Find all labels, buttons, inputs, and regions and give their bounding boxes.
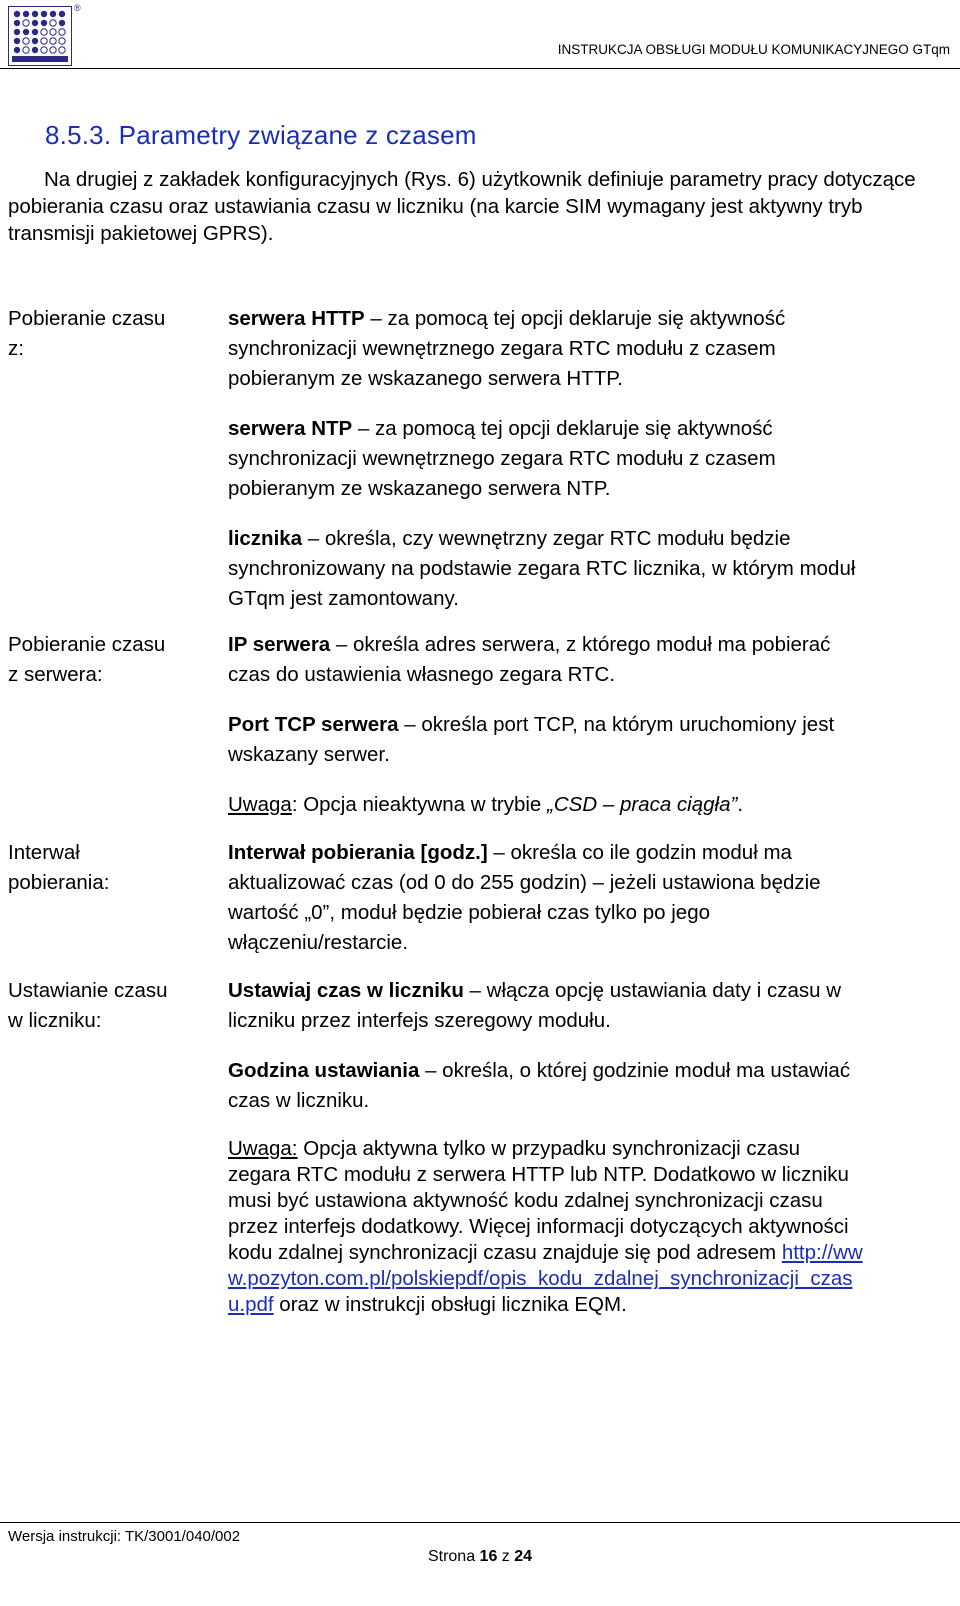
description: – określa port TCP, na którym uruchomiony jest wskazany serwer. [228, 713, 835, 766]
term: Godzina ustawiania [228, 1059, 420, 1082]
term: Ustawiaj czas w liczniku [228, 979, 464, 1002]
note-text: : Opcja nieaktywna w trybie [291, 793, 548, 816]
page-total: 24 [514, 1548, 533, 1565]
label-line: z serwera: [8, 663, 103, 686]
section-heading: 8.5.3. Parametry związane z czasem [45, 120, 477, 150]
header-divider [0, 68, 960, 69]
description: – za pomocą tej opcji deklaruje się aktywność synchronizacji wewnętrznego zegara RTC modułu z czasem pobieranym ze wskazanego serwera HTTP. [228, 307, 786, 390]
registered-mark: ® [74, 3, 81, 13]
option-ntp [228, 414, 868, 504]
note-end: . [737, 793, 744, 816]
option-http [228, 304, 868, 394]
label-line: Ustawianie czasu [8, 979, 168, 1002]
label-line: z: [8, 337, 24, 360]
section-label [8, 630, 208, 690]
footer-page-number [0, 1548, 960, 1566]
description: – określa adres serwera, z którego moduł ma pobierać czas do ustawienia własnego zegara RTC. [228, 633, 831, 686]
logo-dot-grid [9, 7, 71, 65]
description: – określa, czy wewnętrzny zegar RTC modułu będzie synchronizowany na podstawie zegara RTC licznika, w którym moduł GTqm jest zamontowany. [228, 527, 856, 610]
label-line: Pobieranie czasu [8, 633, 166, 656]
term: serwera NTP [228, 417, 353, 440]
label-line: w liczniku: [8, 1009, 102, 1032]
description: – za pomocą tej opcji deklaruje się aktywność synchronizacji wewnętrznego zegara RTC modułu z czasem pobieranym ze wskazanego serwera NTP. [228, 417, 776, 500]
term: licznika [228, 527, 303, 550]
label-line: pobierania: [8, 871, 110, 894]
document-title: INSTRUKCJA OBSŁUGI MODUŁU KOMUNIKACYJNEGO GTqm [557, 42, 950, 57]
section-label [8, 838, 208, 898]
label-line: Pobieranie czasu [8, 307, 166, 330]
page-current: 16 [479, 1548, 498, 1565]
page-header [0, 0, 960, 72]
term: Port TCP serwera [228, 713, 399, 736]
option-set-time [228, 976, 868, 1036]
description: – określa, o której godzinie moduł ma ustawiać czas w liczniku. [228, 1059, 851, 1112]
term: serwera HTTP [228, 307, 365, 330]
option-server-port [228, 710, 868, 770]
note-csd [228, 790, 868, 820]
note-mode: „CSD – praca ciągła” [547, 793, 738, 816]
description: – określa co ile godzin moduł ma aktualizować czas (od 0 do 255 godzin) – jeżeli ustawiona będzie wartość „0”, moduł będzie pobierał czas tylko po jego włączeniu/restarcie. [228, 841, 821, 954]
term: IP serwera [228, 633, 331, 656]
option-set-hour [228, 1056, 868, 1116]
option-server-ip [228, 630, 868, 690]
page-word: Strona [427, 1548, 476, 1565]
pdf-link[interactable]: http://www.pozyton.com.pl/polskiepdf/opis_kodu_zdalnej_synchronizacji_czasu.pdf [228, 1241, 863, 1316]
note-sync [228, 1136, 868, 1318]
term: Interwał pobierania [godz.] [228, 841, 488, 864]
label-line: Interwał [8, 841, 80, 864]
intro-paragraph [8, 166, 938, 247]
footer-version: Wersja instrukcji: TK/3001/040/002 [8, 1528, 241, 1545]
section-body [228, 838, 868, 978]
section-body [228, 304, 868, 634]
page-separator: z [501, 1548, 510, 1565]
section-label [8, 304, 208, 364]
description: – włącza opcję ustawiania daty i czasu w liczniku przez interfejs szeregowy modułu. [228, 979, 842, 1032]
note-text: Opcja aktywna tylko w przypadku synchronizacji czasu zegara RTC modułu z serwera HTTP lub NTP. Dodatkowo w liczniku musi być ustawiona aktywność kodu zdalnej synchronizacji czasu przez interfejs dodatkowy. Więcej informacji dotyczących aktywności kodu zdalnej synchronizacji czasu znajduje się pod adresem [228, 1137, 849, 1264]
note-end: oraz w instrukcji obsługi licznika EQM. [273, 1293, 627, 1316]
pozyton-logo [8, 6, 72, 66]
intro-text: Na drugiej z zakładek konfiguracyjnych (Rys. 6) użytkownik definiuje parametry pracy dotyczące pobierania czasu oraz ustawiania czasu w liczniku (na karcie SIM wymagany jest aktywny tryb transmisji pakietowej GPRS). [8, 168, 916, 245]
option-meter [228, 524, 868, 614]
section-label [8, 976, 208, 1036]
option-interval [228, 838, 868, 958]
section-body [228, 630, 868, 840]
footer-divider [0, 1522, 960, 1523]
note-label: Uwaga: [228, 1137, 298, 1160]
note-label: Uwaga [228, 793, 292, 816]
section-body [228, 976, 868, 1338]
